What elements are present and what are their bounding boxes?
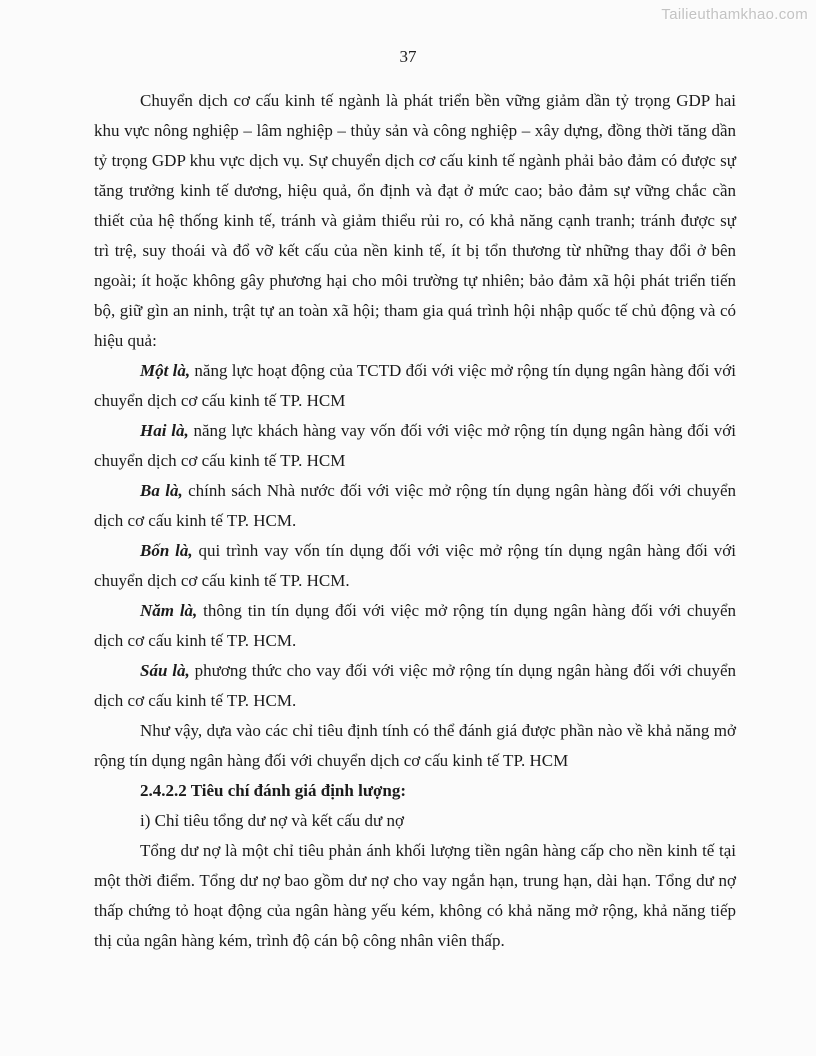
paragraph-text: chính sách Nhà nước đối với việc mở rộng tín dụng ngân hàng đối với chuyển dịch cơ cấu kinh tế TP. HCM. [94, 481, 737, 530]
paragraph-intro [94, 86, 736, 356]
paragraph-item-roman-i: i) Chỉ tiêu tổng dư nợ và kết cấu dư nợ [140, 811, 404, 830]
paragraph-lead: Năm là, [140, 601, 198, 620]
paragraph-lead: Hai là, [140, 421, 189, 440]
paragraph-text: năng lực hoạt động của TCTD đối với việc mở rộng tín dụng ngân hàng đối với chuyển dịch cơ cấu kinh tế TP. HCM [94, 361, 737, 410]
paragraph-item-3 [94, 476, 736, 536]
paragraph-text: Chuyển dịch cơ cấu kinh tế ngành là phát triển bền vững giảm dần tỷ trọng GDP hai khu vực nông nghiệp – lâm nghiệp – thủy sản và công nghiệp – xây dựng, đồng thời tăng dần tỷ trọng GDP khu vực dịch vụ. Sự chuyển dịch cơ cấu kinh tế ngành phải bảo đảm có được sự tăng trưởng kinh tế dương, hiệu quả, ổn định và đạt ở mức cao; bảo đảm sự vững chắc cần thiết của hệ thống kinh tế, tránh và giảm thiểu rủi ro, có khả năng cạnh tranh; tránh được sự trì trệ, suy thoái và đổ vỡ kết cấu của nền kinh tế, ít bị tổn thương từ những thay đổi ở bên ngoài; ít hoặc không gây phương hại cho môi trường tự nhiên; bảo đảm xã hội phát triển tiến bộ, giữ gìn an ninh, trật tự an toàn xã hội; tham gia quá trình hội nhập quốc tế chủ động và có hiệu quả: [94, 91, 736, 350]
paragraph-text: phương thức cho vay đối với việc mở rộng tín dụng ngân hàng đối với chuyển dịch cơ cấu kinh tế TP. HCM. [94, 661, 736, 710]
page-number: 37 [399, 47, 417, 66]
paragraph-item-4 [94, 536, 736, 596]
paragraph-text: qui trình vay vốn tín dụng đối với việc mở rộng tín dụng ngân hàng đối với chuyển dịch cơ cấu kinh tế TP. HCM. [94, 541, 736, 590]
paragraph-text: năng lực khách hàng vay vốn đối với việc mở rộng tín dụng ngân hàng đối với chuyển dịch cơ cấu kinh tế TP. HCM [94, 421, 736, 470]
paragraph-lead: Bốn là, [140, 541, 193, 560]
paragraph-text: Như vậy, dựa vào các chỉ tiêu định tính có thể đánh giá được phần nào về khả năng mở rộng tín dụng ngân hàng đối với chuyển dịch cơ cấu kinh tế TP. HCM [94, 721, 736, 770]
paragraph-lead: Một là, [140, 361, 191, 380]
paragraph-closing [94, 836, 736, 956]
paragraph-item-1 [94, 356, 736, 416]
paragraph-text: thông tin tín dụng đối với việc mở rộng tín dụng ngân hàng đối với chuyển dịch cơ cấu kinh tế TP. HCM. [94, 601, 736, 650]
paragraph-item-5 [94, 596, 736, 656]
section-heading: 2.4.2.2 Tiêu chí đánh giá định lượng: [140, 781, 407, 800]
paragraph-summary [94, 716, 736, 776]
paragraph-text: Tổng dư nợ là một chỉ tiêu phản ánh khối lượng tiền ngân hàng cấp cho nền kinh tế tại một thời điểm. Tổng dư nợ bao gồm dư nợ cho vay ngắn hạn, trung hạn, dài hạn. Tổng dư nợ thấp chứng tỏ hoạt động của ngân hàng yếu kém, không có khả năng mở rộng, khả năng tiếp thị của ngân hàng kém, trình độ cán bộ công nhân viên thấp. [94, 841, 736, 950]
watermark: Tailieuthamkhao.com [661, 6, 808, 23]
paragraph-item-2 [94, 416, 736, 476]
paragraph-lead: Sáu là, [140, 661, 190, 680]
page-content [94, 86, 736, 956]
paragraph-lead: Ba là, [140, 481, 183, 500]
paragraph-item-6 [94, 656, 736, 716]
